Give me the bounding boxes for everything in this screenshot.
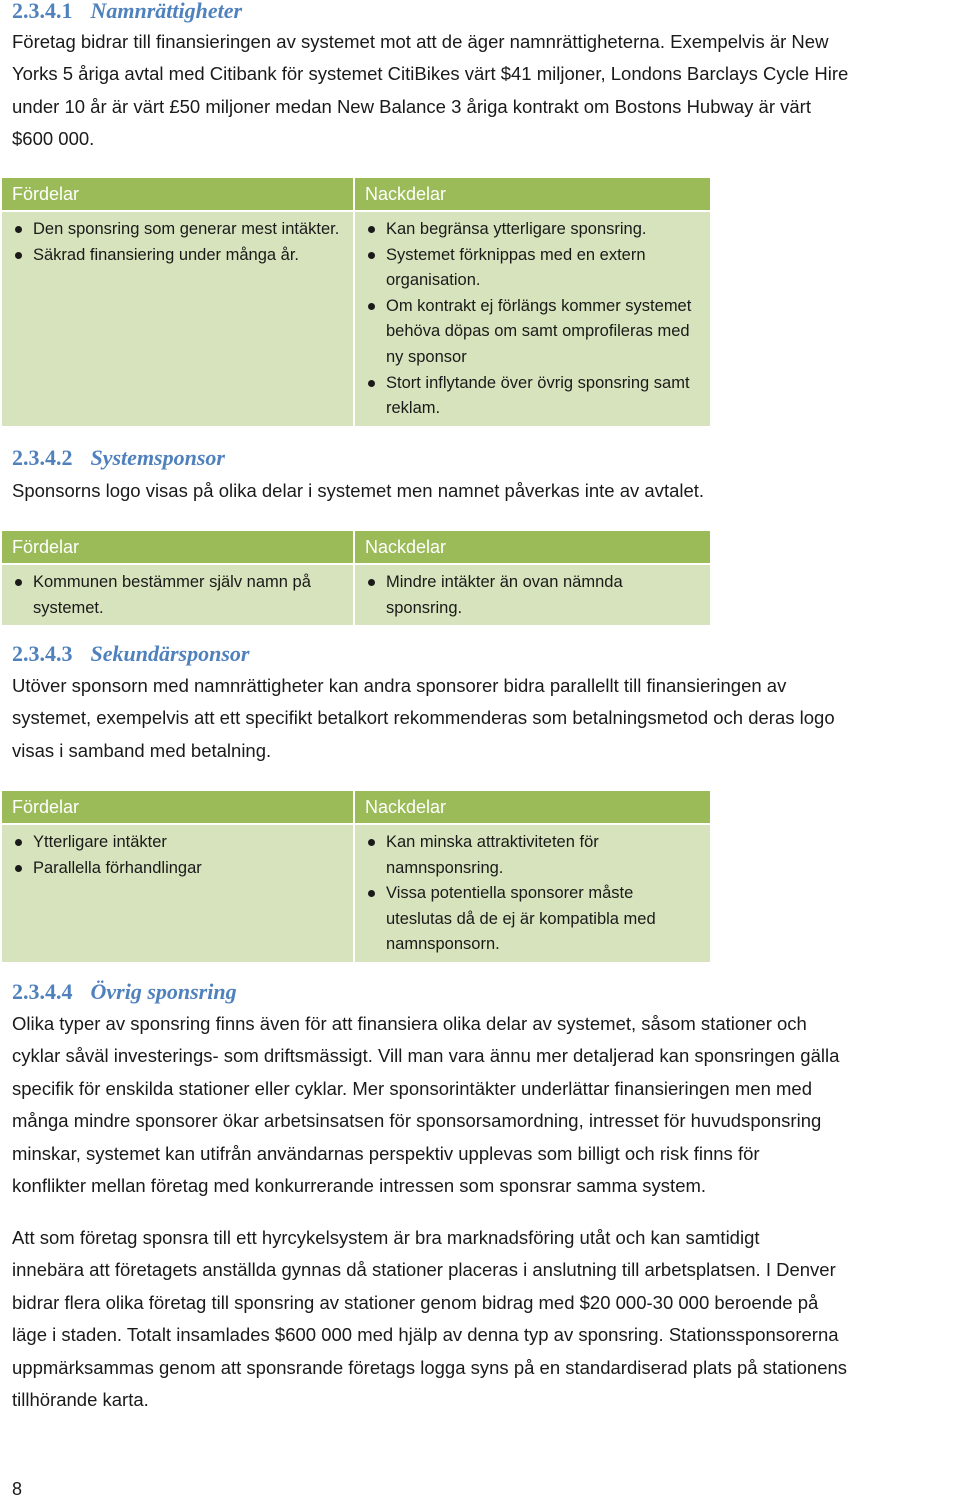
text-line: Utöver sponsorn med namnrättigheter kan andra sponsorer bidra parallellt till finansieringen av <box>12 675 787 696</box>
cons-cell <box>355 212 710 426</box>
section-heading-systemsponsor <box>12 445 225 471</box>
pros-cell <box>2 212 353 426</box>
pros-header: Fördelar <box>2 791 353 823</box>
paragraph-systemsponsor <box>12 475 960 507</box>
section-title: Systemsponsor <box>90 445 225 470</box>
section-number: 2.3.4.1 <box>12 0 73 23</box>
list-item: Den sponsring som generar mest intäkter. <box>12 217 343 243</box>
cons-header: Nackdelar <box>355 531 710 563</box>
pros-cons-table-namnrattigheter <box>0 176 712 428</box>
text-line: läge i staden. Totalt insamlades $600 000 med hjälp av denna typ av sponsring. Stationssponsorerna <box>12 1324 839 1346</box>
pros-header: Fördelar <box>2 531 353 563</box>
text-line: Olika typer av sponsring finns även för att finansiera olika delar av systemet, såsom stationer och <box>12 1013 807 1034</box>
text-line: bidrar flera olika företag till sponsring av stationer genom bidrag med $20 000-30 000 beroende på <box>12 1291 819 1313</box>
text-line: systemet, exempelvis att ett specifikt betalkort rekommenderas som betalningsmetod och deras logo <box>12 707 835 729</box>
list-item: Systemet förknippas med en extern organisation. <box>365 243 700 294</box>
cons-header: Nackdelar <box>355 178 710 210</box>
list-item: Parallella förhandlingar <box>12 856 343 882</box>
cons-list <box>365 570 700 621</box>
pros-list <box>12 217 343 268</box>
page-number: 8 <box>12 1479 23 1499</box>
section-title: Namnrättigheter <box>90 0 243 23</box>
text-line: minskar, systemet kan utifrån användarnas perspektiv upplevas som billigt och risk finns för <box>12 1142 760 1164</box>
list-item: Kan minska attraktiviteten för namnsponsring. <box>365 830 700 881</box>
pros-cell <box>2 565 353 625</box>
pros-list <box>12 570 343 621</box>
list-item: Säkrad finansiering under många år. <box>12 243 343 269</box>
text-line: Företag bidrar till finansieringen av systemet mot att de äger namnrättigheterna. Exempelvis är New <box>12 31 829 52</box>
cons-list <box>365 830 700 958</box>
paragraph-sekundarsponsor <box>12 670 960 767</box>
cons-cell <box>355 825 710 962</box>
text-line: $600 000. <box>12 128 95 150</box>
list-item: Kan begränsa ytterligare sponsring. <box>365 217 700 243</box>
cons-list <box>365 217 700 422</box>
text-line: visas i samband med betalning. <box>12 739 272 761</box>
paragraph-ovrig-sponsring-1 <box>12 1008 960 1202</box>
pros-header: Fördelar <box>2 178 353 210</box>
pros-cons-table-sekundarsponsor <box>0 789 712 964</box>
list-item: Om kontrakt ej förlängs kommer systemet behöva döpas om samt omprofileras med ny sponsor <box>365 294 700 371</box>
text-line: innebära att företagets anställda gynnas då stationer placeras i anslutning till arbetsplatsen. I Denver <box>12 1259 836 1281</box>
section-heading-ovrig-sponsring <box>12 979 237 1005</box>
section-number: 2.3.4.3 <box>12 641 73 666</box>
section-heading-namnrattigheter <box>12 0 242 24</box>
list-item: Ytterligare intäkter <box>12 830 343 856</box>
text-line: specifik för enskilda stationer eller cyklar. Mer sponsorintäkter underlättar finansieringen men med <box>12 1077 812 1099</box>
text-line: under 10 år är värt £50 miljoner medan New Balance 3 åriga kontrakt om Bostons Hubway är värt <box>12 95 811 117</box>
text-line: konflikter mellan företag med konkurrerande intressen som sponsrar samma system. <box>12 1175 707 1197</box>
cons-cell <box>355 565 710 625</box>
pros-list <box>12 830 343 881</box>
section-title: Sekundärsponsor <box>90 641 250 666</box>
cons-header: Nackdelar <box>355 791 710 823</box>
pros-cons-table-systemsponsor <box>0 529 712 627</box>
text-line: många mindre sponsorer ökar arbetsinsatsen för sponsorsamordning, intresset för huvudsponsring <box>12 1110 822 1132</box>
list-item: Mindre intäkter än ovan nämnda sponsring. <box>365 570 700 621</box>
text-line: Att som företag sponsra till ett hyrcykelsystem är bra marknadsföring utåt och kan samtidigt <box>12 1227 760 1248</box>
text-line: Sponsorns logo visas på olika delar i systemet men namnet påverkas inte av avtalet. <box>12 480 705 501</box>
text-line: tillhörande karta. <box>12 1389 149 1411</box>
list-item: Stort inflytande över övrig sponsring samt reklam. <box>365 371 700 422</box>
section-number: 2.3.4.4 <box>12 979 73 1004</box>
section-number: 2.3.4.2 <box>12 445 73 470</box>
text-line: uppmärksammas genom att sponsrande företags logga syns på en standardiserad plats på stationens <box>12 1356 848 1378</box>
paragraph-namnrattigheter <box>12 26 960 156</box>
text-line: cyklar såväl investerings- som driftsmässigt. Vill man vara ännu mer detaljerad kan sponsringen gälla <box>12 1045 840 1067</box>
section-title: Övrig sponsring <box>90 979 237 1004</box>
section-heading-sekundarsponsor <box>12 641 249 667</box>
paragraph-ovrig-sponsring-2 <box>12 1222 960 1416</box>
list-item: Vissa potentiella sponsorer måste uteslutas då de ej är kompatibla med namnsponsorn. <box>365 881 700 958</box>
pros-cell <box>2 825 353 962</box>
list-item: Kommunen bestämmer själv namn på systemet. <box>12 570 343 621</box>
text-line: Yorks 5 åriga avtal med Citibank för systemet CitiBikes värt $41 miljoner, Londons Barclays Cycle Hire <box>12 63 849 85</box>
